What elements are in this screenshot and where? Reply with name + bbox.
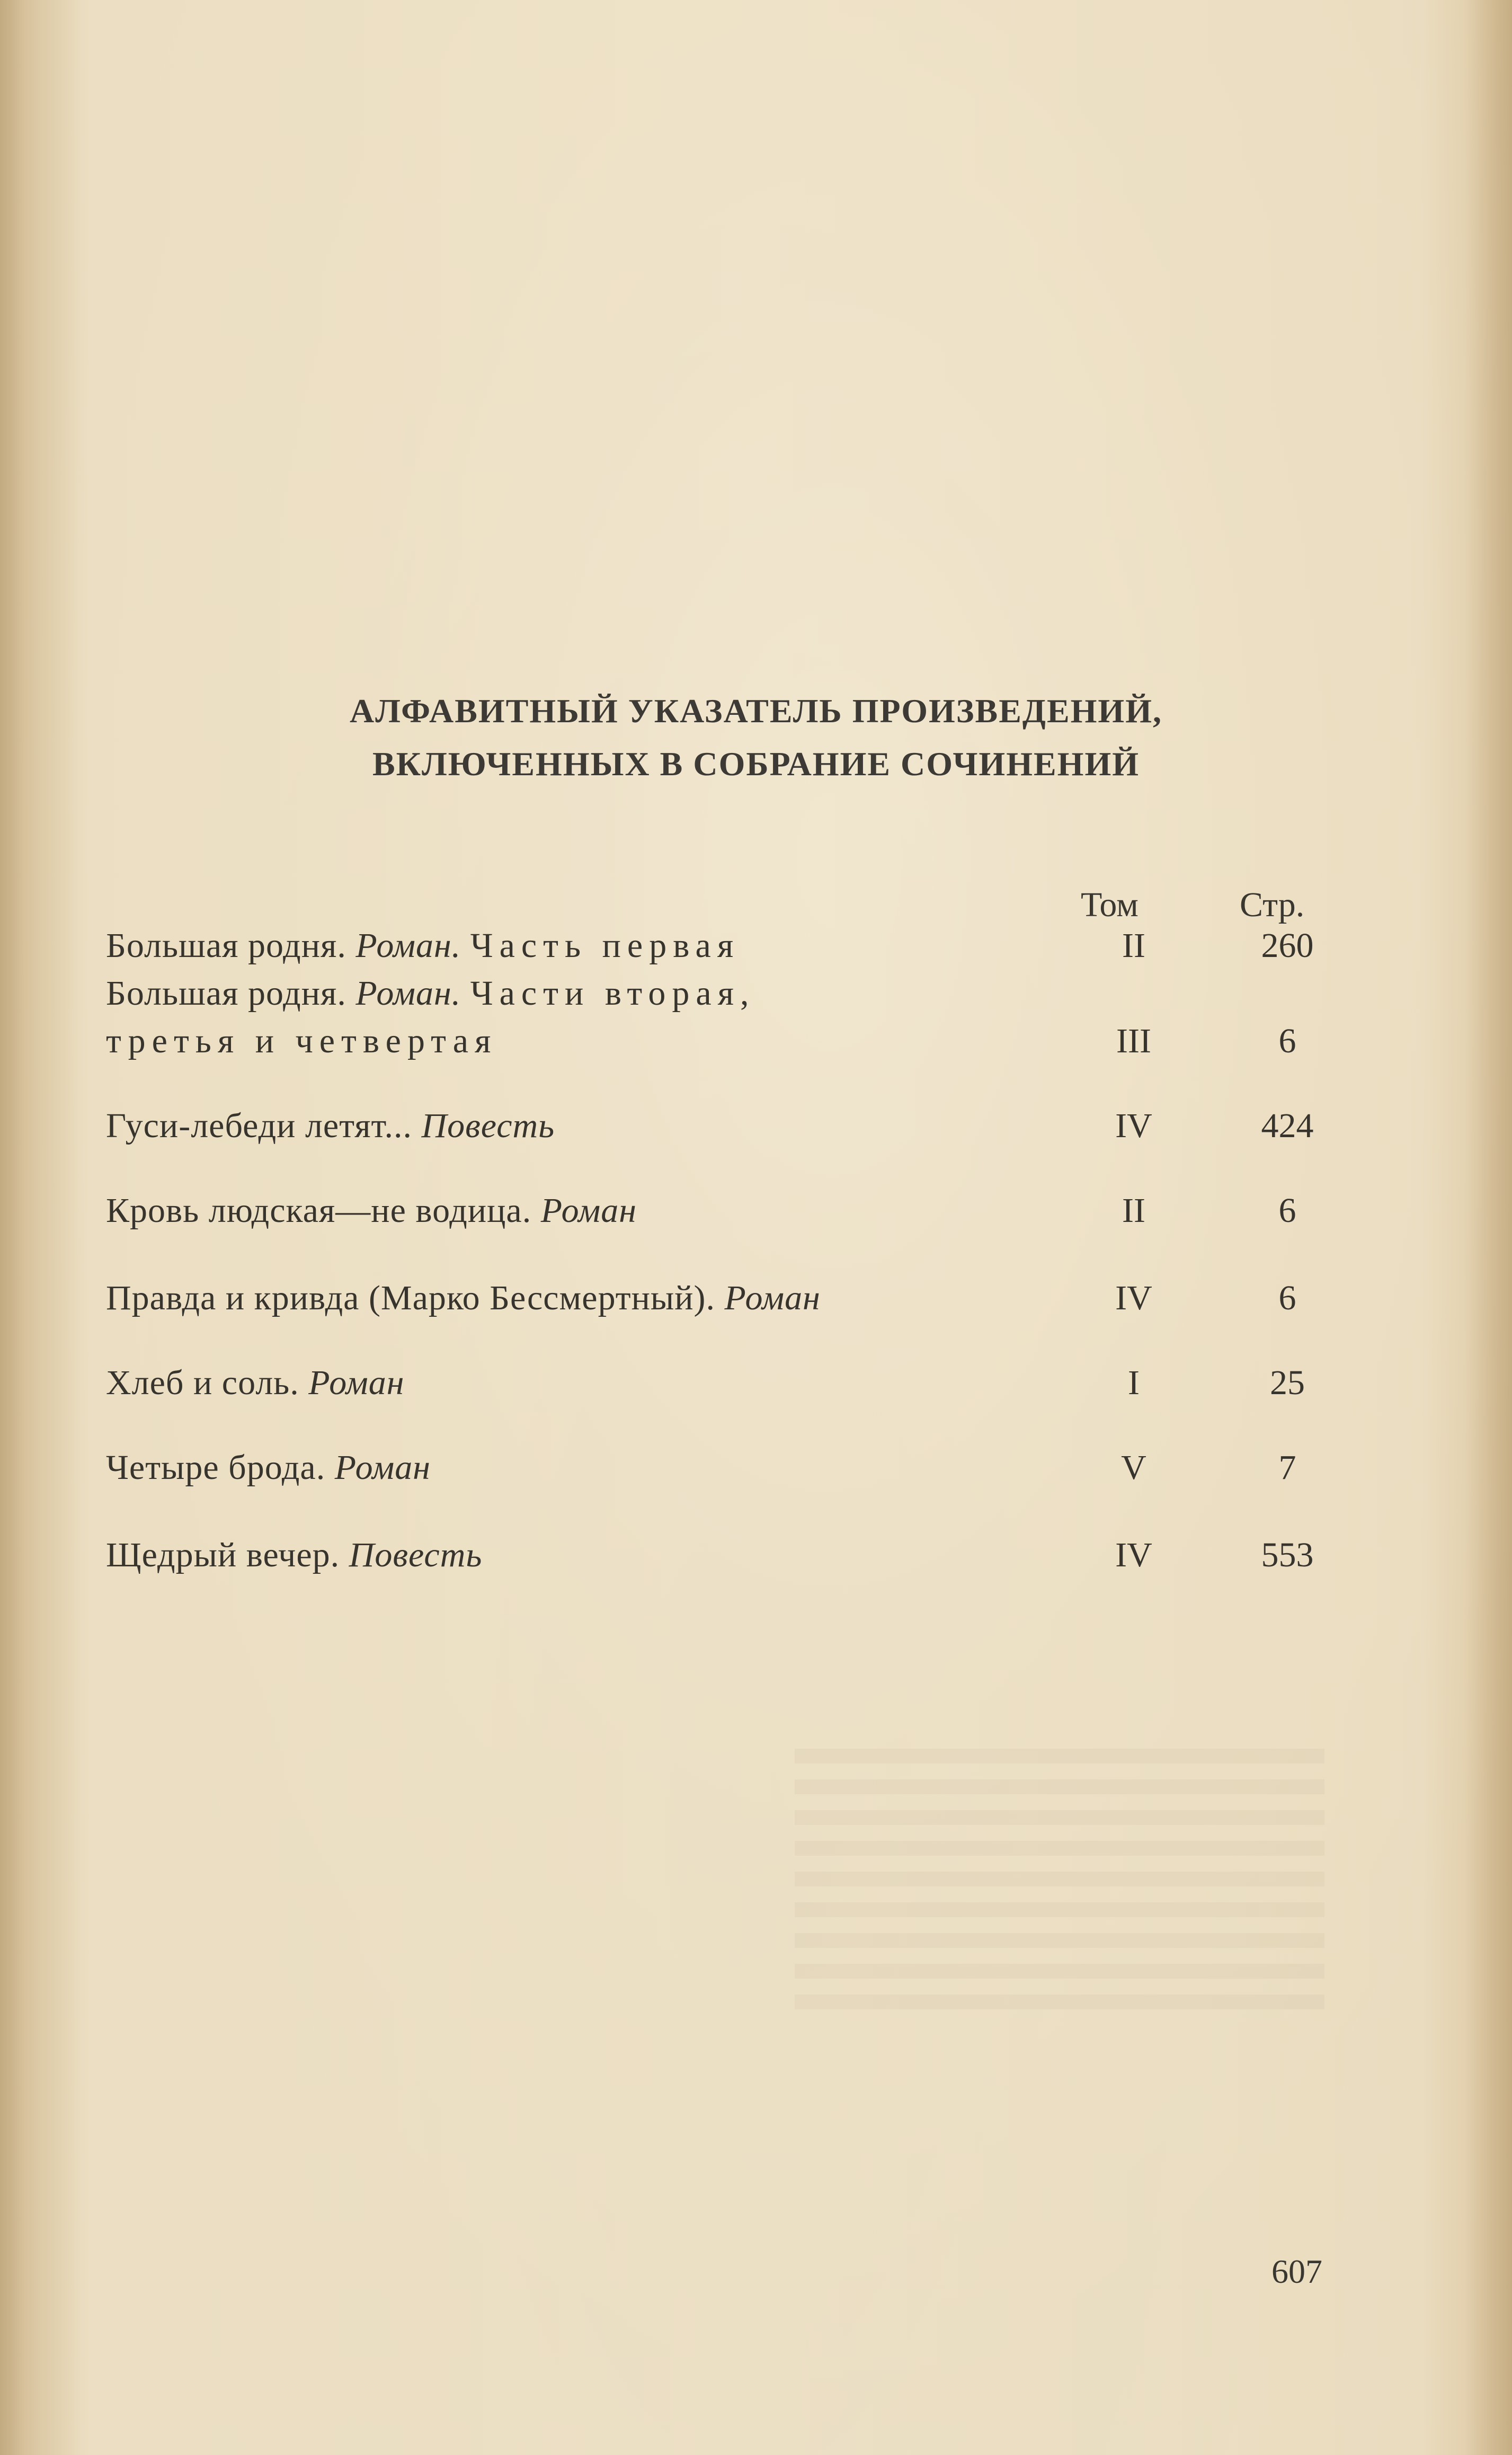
entry-text: [106, 919, 740, 972]
entry-genre: Повесть: [349, 1536, 483, 1574]
entry-text: [106, 1100, 555, 1153]
entry-page: 260: [1261, 926, 1314, 965]
entry-text: [106, 1184, 637, 1237]
entry-title: Кровь людская—не водица.: [106, 1191, 532, 1230]
page-number: 607: [1271, 2253, 1322, 2290]
entry-volume: IV: [1115, 1279, 1152, 1317]
entry-volume: I: [1128, 1363, 1140, 1402]
entry-genre: Повесть: [421, 1106, 555, 1145]
bleed-through-text: [795, 1749, 1324, 2014]
index-entry: [106, 1100, 1353, 1153]
entry-title: Щедрый вечер.: [106, 1536, 340, 1574]
entry-page: 6: [1278, 1022, 1296, 1060]
entry-volume: II: [1122, 926, 1145, 965]
entry-genre: Роман: [540, 1191, 637, 1230]
entry-genre: Роман: [308, 1363, 405, 1402]
page-left-edge-shadow: [0, 0, 79, 2455]
entry-genre: Роман: [724, 1279, 821, 1317]
entry-part-continued: третья и четвертая: [106, 1022, 497, 1060]
entry-page: 553: [1261, 1536, 1314, 1574]
index-entry: [106, 1272, 1353, 1325]
entry-text: [106, 967, 755, 1020]
column-header-volume: Том: [1081, 885, 1139, 924]
entry-genre: Роман.: [355, 926, 461, 965]
index-entry: [106, 1184, 1353, 1237]
entry-text: [106, 1015, 497, 1068]
entry-page: 6: [1278, 1191, 1296, 1230]
entry-volume: V: [1121, 1448, 1146, 1487]
entry-text: [106, 1529, 482, 1582]
entry-title: Гуси-лебеди летят...: [106, 1106, 412, 1145]
column-header-page: Стр.: [1240, 885, 1305, 924]
entry-text: [106, 1357, 405, 1410]
entry-title: Правда и кривда (Марко Бессмертный).: [106, 1279, 716, 1317]
entry-page: 7: [1278, 1448, 1296, 1487]
entry-title: Большая родня.: [106, 974, 346, 1013]
entry-text: [106, 1441, 431, 1494]
entry-part: Части вторая,: [470, 974, 755, 1013]
entry-volume: IV: [1115, 1106, 1152, 1145]
index-entry: [106, 919, 1353, 972]
entry-genre: Роман.: [355, 974, 461, 1013]
entry-volume: III: [1116, 1022, 1151, 1060]
entry-title: Четыре брода.: [106, 1448, 326, 1487]
index-entry: [106, 967, 1353, 1020]
entry-page: 424: [1261, 1106, 1314, 1145]
index-entry-continuation: [106, 1015, 1353, 1068]
entry-part: Часть первая: [470, 926, 740, 965]
index-entry: [106, 1357, 1353, 1410]
entry-volume: II: [1122, 1191, 1145, 1230]
entry-page: 6: [1278, 1279, 1296, 1317]
index-title-line-1: АЛФАВИТНЫЙ УКАЗАТЕЛЬ ПРОИЗВЕДЕНИЙ,: [350, 692, 1162, 730]
page-right-edge-shadow: [1464, 0, 1512, 2455]
index-entry: [106, 1441, 1353, 1494]
index-title-line-2: ВКЛЮЧЕННЫХ В СОБРАНИЕ СОЧИНЕНИЙ: [372, 745, 1140, 783]
entry-volume: IV: [1115, 1536, 1152, 1574]
entry-genre: Роман: [334, 1448, 431, 1487]
entry-title: Большая родня.: [106, 926, 346, 965]
entry-page: 25: [1270, 1363, 1305, 1402]
entry-text: [106, 1272, 821, 1325]
entry-title: Хлеб и соль.: [106, 1363, 299, 1402]
index-entry: [106, 1529, 1353, 1582]
